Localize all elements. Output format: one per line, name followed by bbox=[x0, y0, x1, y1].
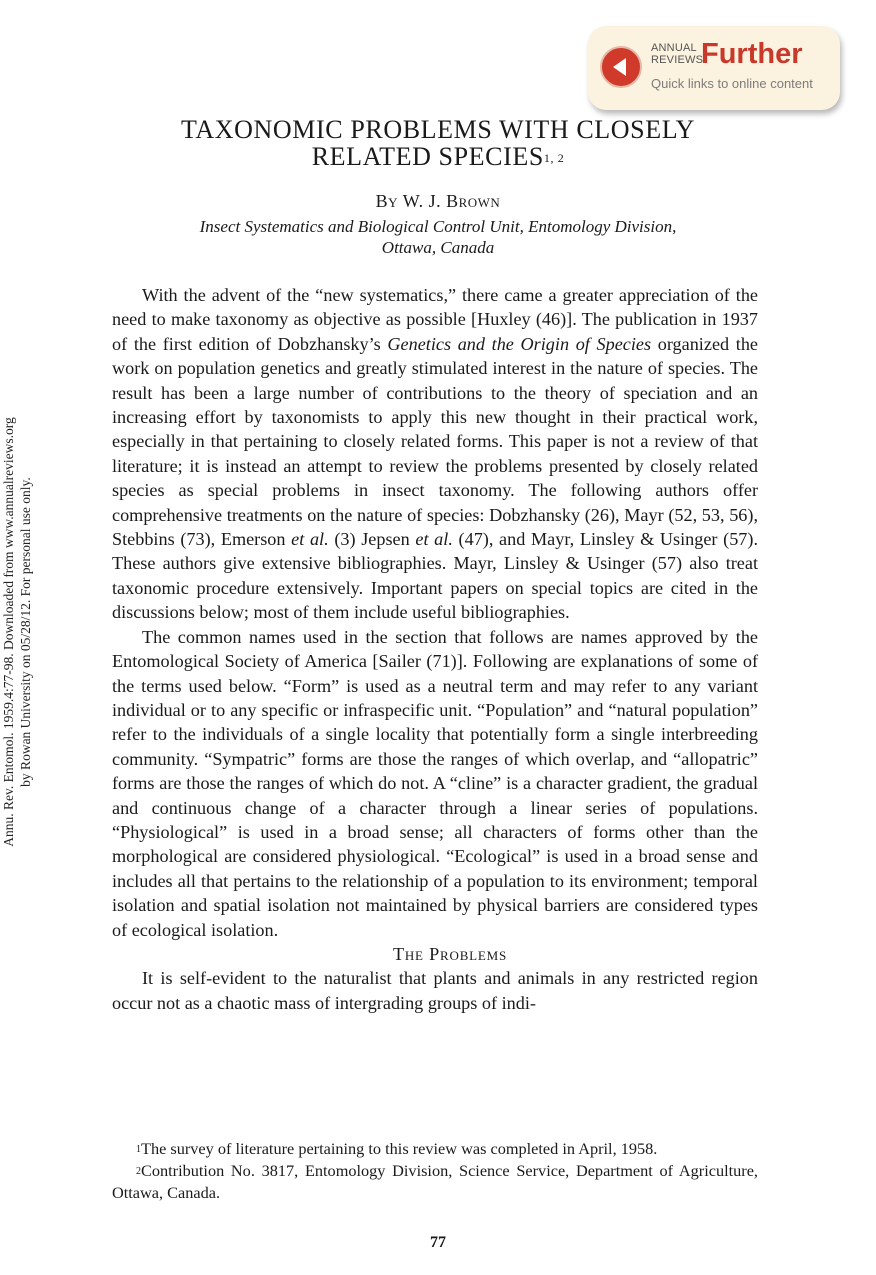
affiliation-line-2: Ottawa, Canada bbox=[381, 238, 495, 257]
paragraph-3: It is self-evident to the naturalist that plants and animals in any restricted region occur not as a chaotic mass of intergrading groups of indi- bbox=[112, 968, 758, 1013]
further-badge[interactable] bbox=[588, 26, 840, 110]
article-body bbox=[112, 283, 758, 1015]
badge-annual-text: ANNUAL bbox=[651, 42, 697, 54]
footnote-2-mark: 2 bbox=[136, 1166, 141, 1177]
title-line-1: TAXONOMIC PROBLEMS WITH CLOSELY bbox=[181, 115, 695, 144]
badge-quick-links[interactable]: Quick links to online content bbox=[651, 76, 813, 91]
author-byline: By W. J. Brown bbox=[375, 191, 501, 211]
paragraph-1 bbox=[112, 283, 758, 625]
p1-part-c: organized the work on population genetics and greatly stimulated interest in the nature of species. The result has been a large number of contributions to the theory of speciation and an increasing effort by taxonomists to apply this new thought in their practical work, especially in that pertaining to closely related forms. This paper is not a review of that literature; it is instead an attempt to review the problems presented by closely related species as special problems in insect taxonomy. The following authors offer comprehensive treatments on the nature of species: Dobzhansky (26), Mayr (52, 53, 56), Stebbins (73), Emerson bbox=[112, 333, 758, 550]
badge-reviews-text: REVIEWS bbox=[651, 54, 704, 66]
footnote-1-mark: 1 bbox=[136, 1144, 141, 1155]
paragraph-2: The common names used in the section that follows are names approved by the Entomological Society of America [Sailer (71)]. Following are explanations of some of the terms used below. “Form” is used as a neutral term and may refer to any variant individual or to any specific or infraspecific unit. “Population” and “natural population” refer to the individuals of a single locality that potentially form a single interbreeding community. “Sympatric” forms are those the ranges of which overlap, and “allopatric” forms are those the ranges of which do not. A “cline” is a character gradient, the gradual and continuous change of a character through a linear series of populations. “Physiological” is used in a broad sense; all characters of forms other than the morphological are considered physiological. “Ecological” is used in a broad sense and includes all that pertains to the relationship of a population to its environment; temporal isolation and spatial isolation not maintained by physical barriers are considered types of ecological isolation. bbox=[112, 626, 758, 940]
affiliation-line-1: Insect Systematics and Biological Control Unit, Entomology Division, bbox=[199, 217, 677, 236]
p1-et-al-2: et al. bbox=[415, 529, 453, 550]
p1-part-a: With the advent of the “new systematics,” there came a greater appreciation of the need to make taxonomy as objective as possible [Huxley (46)]. The publication in 1937 of the first edition of Dobzhansky’s bbox=[112, 285, 758, 354]
p1-part-e: (3) Jepsen bbox=[328, 529, 416, 550]
badge-further-text[interactable]: Further bbox=[701, 38, 803, 70]
play-back-icon[interactable] bbox=[600, 46, 642, 88]
page-number: 77 bbox=[430, 1234, 446, 1251]
footnote-2-text: Contribution No. 3817, Entomology Division, Science Service, Department of Agriculture, Ottawa, Canada. bbox=[112, 1161, 758, 1202]
footnotes bbox=[112, 1138, 758, 1204]
footnote-1-text: The survey of literature pertaining to this review was completed in April, 1958. bbox=[141, 1139, 658, 1158]
download-notice bbox=[0, 352, 34, 912]
title-line-2-text: RELATED SPECIES bbox=[311, 142, 544, 171]
download-notice-line-1: Annu. Rev. Entomol. 1959.4:77-98. Downloaded from www.annualreviews.org bbox=[1, 417, 16, 847]
author-affiliation bbox=[150, 216, 726, 258]
download-notice-line-2: by Rowan University on 05/28/12. For personal use only. bbox=[18, 477, 33, 787]
p1-part-g: (47), and Mayr, Linsley & Usinger (57). These authors give extensive bibliographies. Mayr, Linsley & Usinger (57) also treat taxonomic procedure extensively. Important papers on special topics are cited in the discussions below; most of them include useful bibliographies. bbox=[112, 529, 759, 623]
section-heading: The Problems bbox=[392, 943, 508, 964]
title-footnote-marks: 1, 2 bbox=[543, 151, 565, 165]
article-title bbox=[112, 116, 764, 170]
p1-et-al-1: et al. bbox=[291, 529, 329, 550]
footnote-2 bbox=[112, 1160, 758, 1204]
title-line-2 bbox=[112, 143, 764, 170]
p1-book-title: Genetics and the Origin of Species bbox=[387, 333, 652, 354]
footnote-1 bbox=[112, 1138, 758, 1160]
